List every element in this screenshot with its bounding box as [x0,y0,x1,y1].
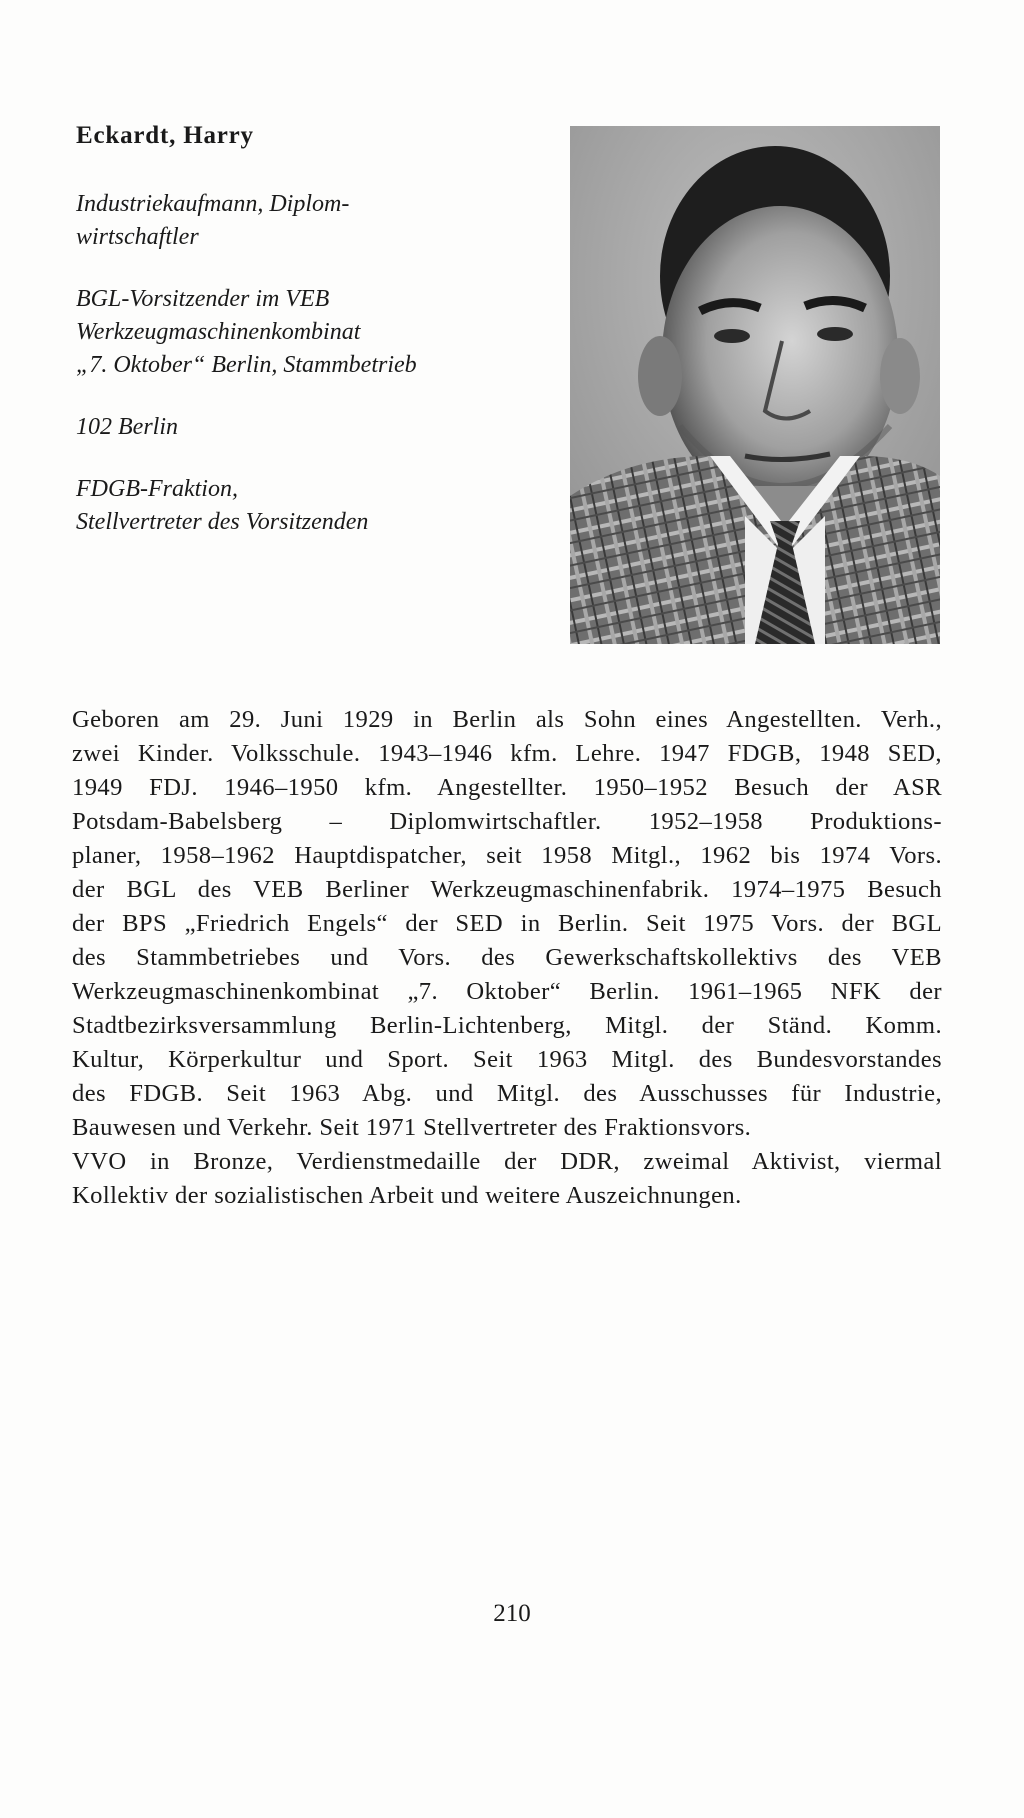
biography-line: Bauwesen und Verkehr. Seit 1971 Stellvertreter des Fraktionsvors. [72,1114,752,1141]
biography-line: planer, 1958–1962 Hauptdispatcher, seit 1958 Mitgl., 1962 bis 1974 Vors. [72,842,942,869]
occupation-line: wirtschaftler [76,224,199,250]
address-line: 102 Berlin [76,414,178,440]
occupation [76,188,546,254]
faction [76,473,546,539]
biography-line: VVO in Bronze, Verdienstmedaille der DDR, zweimal Aktivist, viermal [72,1148,942,1175]
biography-text [72,703,942,1213]
biography-line: Werkzeugmaschinenkombinat „7. Oktober“ Berlin. 1961–1965 NFK der [72,978,942,1005]
faction-line: FDGB-Fraktion, [76,476,238,502]
position-line: „7. Oktober“ Berlin, Stammbetrieb [76,352,417,378]
biography-line: 1949 FDJ. 1946–1950 kfm. Angestellter. 1950–1952 Besuch der ASR [72,774,942,801]
biography-line: zwei Kinder. Volksschule. 1943–1946 kfm. Lehre. 1947 FDGB, 1948 SED, [72,740,942,767]
position-line: BGL-Vorsitzender im VEB [76,286,330,312]
biography-line: des Stammbetriebes und Vors. des Gewerkschaftskollektivs des VEB [72,944,942,971]
page-number: 210 [493,1600,531,1627]
biography-line: der BPS „Friedrich Engels“ der SED in Berlin. Seit 1975 Vors. der BGL [72,910,942,937]
biography-line: Stadtbezirksversammlung Berlin-Lichtenberg, Mitgl. der Ständ. Komm. [72,1012,942,1039]
biography-line: Potsdam-Babelsberg – Diplomwirtschaftler. 1952–1958 Produktions- [72,808,942,835]
biography-line: Kultur, Körperkultur und Sport. Seit 1963 Mitgl. des Bundesvorstandes [72,1046,942,1073]
position [76,283,546,382]
occupation-line: Industriekaufmann, Diplom- [76,191,350,217]
portrait-photo [570,126,940,644]
faction-line: Stellvertreter des Vorsitzenden [76,509,369,535]
biography-line: der BGL des VEB Berliner Werkzeugmaschinenfabrik. 1974–1975 Besuch [72,876,942,903]
biography-line: Geboren am 29. Juni 1929 in Berlin als Sohn eines Angestellten. Verh., [72,706,942,733]
biography-line: des FDGB. Seit 1963 Abg. und Mitgl. des Ausschusses für Industrie, [72,1080,942,1107]
person-name: Eckardt, Harry [76,122,254,149]
position-line: Werkzeugmaschinenkombinat [76,319,361,345]
person-details [76,188,546,568]
biography-line: Kollektiv der sozialistischen Arbeit und weitere Auszeichnungen. [72,1182,742,1209]
address [76,411,546,444]
